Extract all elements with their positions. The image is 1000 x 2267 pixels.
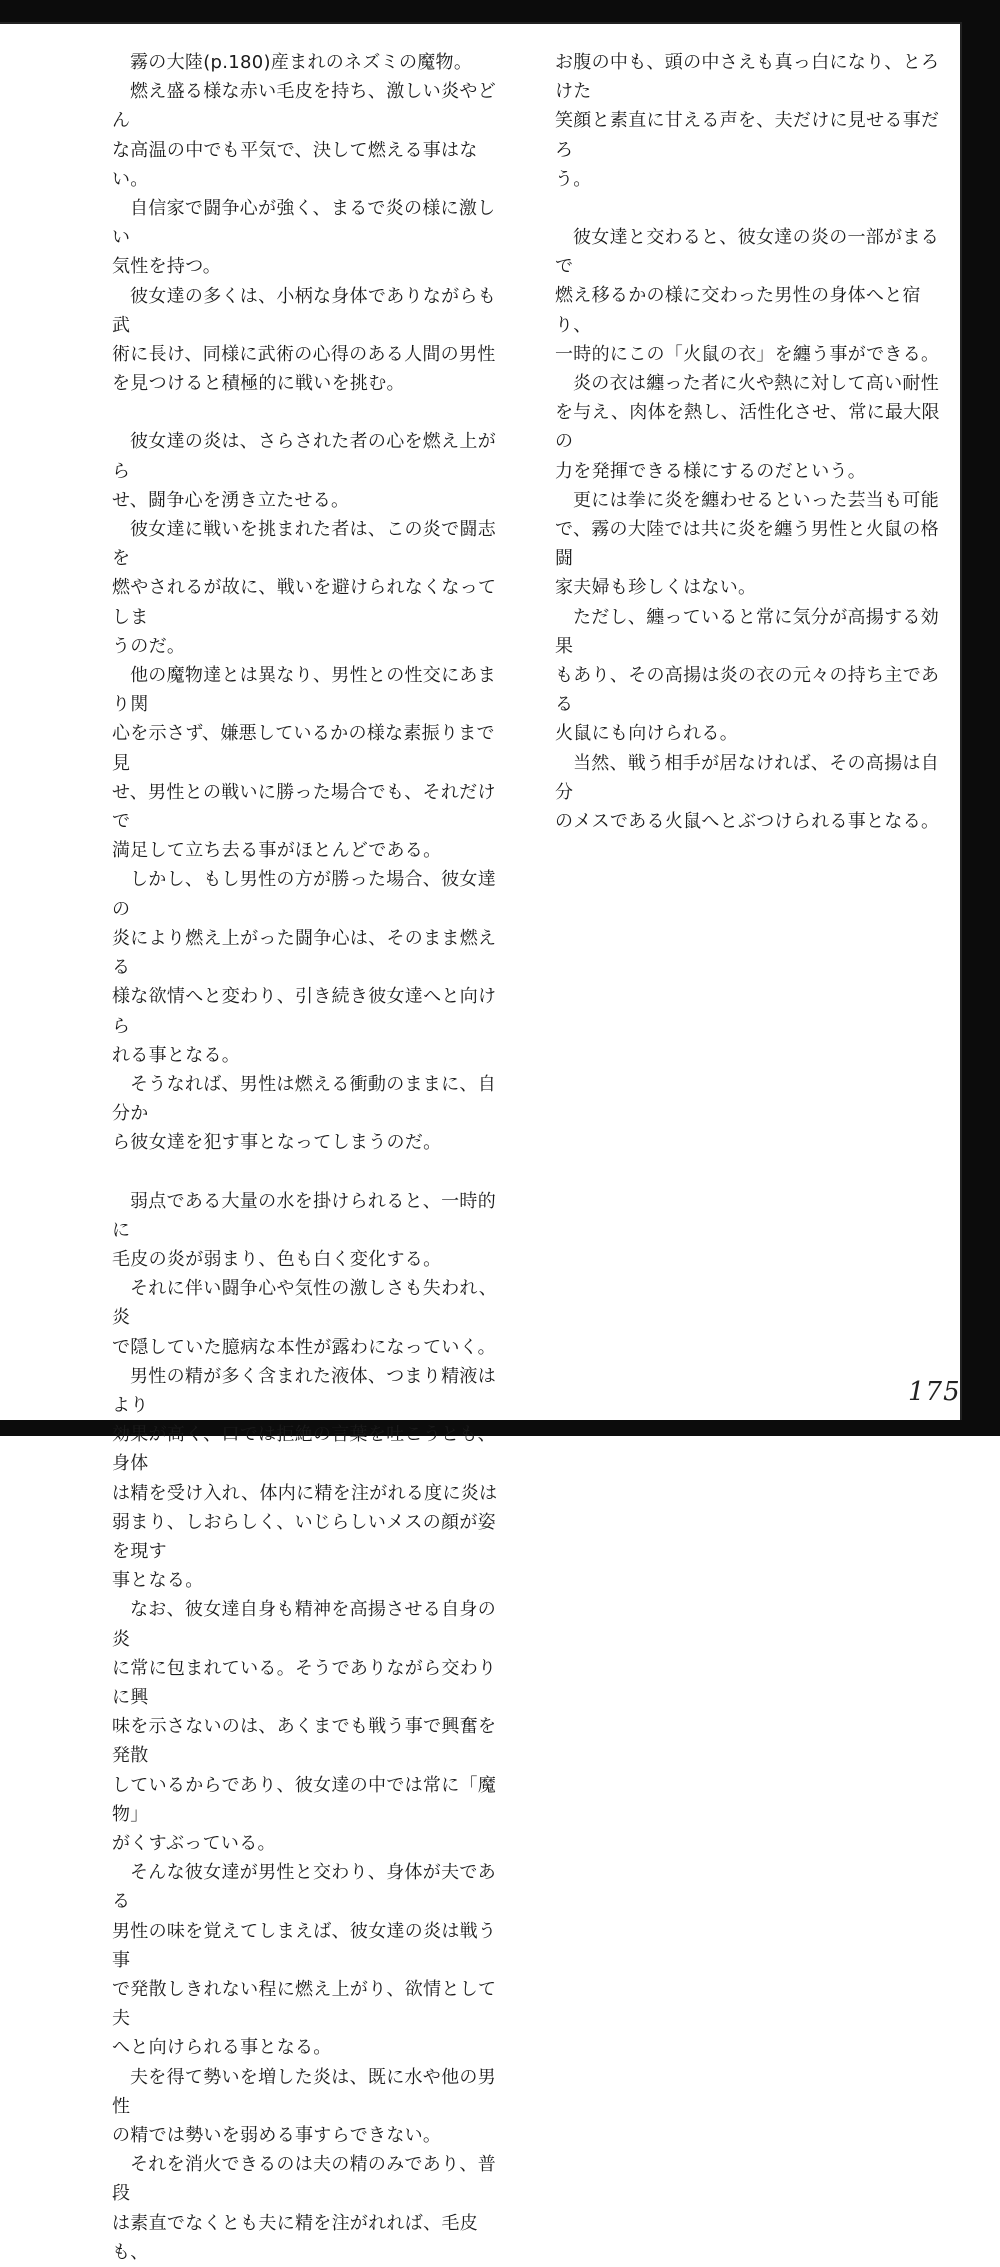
left-column: [112, 48, 512, 2267]
paragraph-continued: お腹の中も、頭の中さえも真っ白になり、とろけた 笑顔と素直に甘える声を、夫だけに見せる事だろ う。: [555, 52, 940, 190]
paragraph: ただし、纏っていると常に気分が高揚する効果 もあり、その高揚は炎の衣の元々の持ち主である 火鼠にも向けられる。: [555, 606, 940, 745]
paragraph: 霧の大陸(p.180)産まれのネズミの魔物。: [130, 52, 473, 73]
paragraph: 彼女達と交わると、彼女達の炎の一部がまるで 燃え移るかの様に交わった男性の身体へと宿り、 一時的にこの「火鼠の衣」を纏う事ができる。: [555, 227, 940, 365]
paragraph: 彼女達の炎は、さらされた者の心を燃え上がら せ、闘争心を湧き立たせる。: [112, 431, 496, 511]
paragraph: しかし、もし男性の方が勝った場合、彼女達の 炎により燃え上がった闘争心は、そのまま燃える 様な欲情へと変わり、引き続き彼女達へと向けら れる事となる。: [112, 869, 497, 1066]
paragraph: 弱点である大量の水を掛けられると、一時的に 毛皮の炎が弱まり、色も白く変化する。: [112, 1190, 496, 1270]
paragraph: 更には拳に炎を纏わせるといった芸当も可能 で、霧の大陸では共に炎を纏う男性と火鼠の格闘 家夫婦も珍しくはない。: [555, 489, 939, 599]
paragraph: それに伴い闘争心や気性の激しさも失われ、炎 で隠していた臆病な本性が露わになっていく。: [112, 1278, 498, 1358]
right-column: [555, 48, 955, 836]
paragraph: そうなれば、男性は燃える衝動のままに、自分か ら彼女達を犯す事となってしまうのだ。: [112, 1073, 496, 1154]
paragraph: 燃え盛る様な赤い毛皮を持ち、激しい炎やどん な高温の中でも平気で、決して燃える事はない。: [112, 81, 496, 190]
paragraph: 炎の衣は纏った者に火や熱に対して高い耐性 を与え、肉体を熱し、活性化させ、常に最大限の 力を発揮できる様にするのだという。: [555, 373, 940, 482]
paragraph: それを消火できるのは夫の精のみであり、普段 は素直でなくとも夫に精を注がれれば、毛皮も、: [112, 2154, 496, 2263]
paragraph: 自信家で闘争心が強く、まるで炎の様に激しい 気性を持つ。: [112, 198, 496, 278]
paragraph: 彼女達に戦いを挑まれた者は、この炎で闘志を 燃やされるが故に、戦いを避けられなくなってしま うのだ。: [112, 519, 497, 657]
section-gap: [555, 194, 955, 223]
paragraph: 他の魔物達とは異なり、男性との性交にあまり関 心を示さず、嫌悪しているかの様な素振りまで見 せ、男性との戦いに勝った場合でも、それだけで 満足して立ち去る事がほとんどである。: [112, 665, 496, 862]
right-border: [962, 0, 1000, 1436]
paragraph: 男性の精が多く含まれた液体、つまり精液はより 効果が高く、口では拒絶の言葉を吐こうとも、身体 は精を受け入れ、体内に精を注がれる度に炎は 弱まり、しおらしく、いじらしいメスの顔が姿を現す 事となる。: [112, 1365, 498, 1592]
paragraph: 当然、戦う相手が居なければ、その高揚は自分 のメスである火鼠へとぶつけられる事となる。: [555, 752, 940, 833]
paragraph: 夫を得て勢いを増した炎は、既に水や他の男性 の精では勢いを弱める事すらできない。: [112, 2066, 496, 2147]
top-border: [0, 0, 1000, 22]
paragraph: なお、彼女達自身も精神を高揚させる自身の炎 に常に包まれている。そうでありながら交わりに興 味を示さないのは、あくまでも戦う事で興奮を発散 しているからであり、彼女達の中では常に「魔物」 がくすぶっている。: [112, 1599, 497, 1854]
paragraph: 彼女達の多くは、小柄な身体でありながらも武 術に長け、同様に武術の心得のある人間の男性 を見つけると積極的に戦いを挑む。: [112, 285, 496, 395]
section-gap: [112, 398, 512, 427]
paragraph: そんな彼女達が男性と交わり、身体が夫である 男性の味を覚えてしまえば、彼女達の炎は戦う事 で発散しきれない程に燃え上がり、欲情として夫 へと向けられる事となる。: [112, 1862, 497, 2059]
page-number: 175: [908, 1377, 961, 1407]
section-gap: [112, 1158, 512, 1187]
